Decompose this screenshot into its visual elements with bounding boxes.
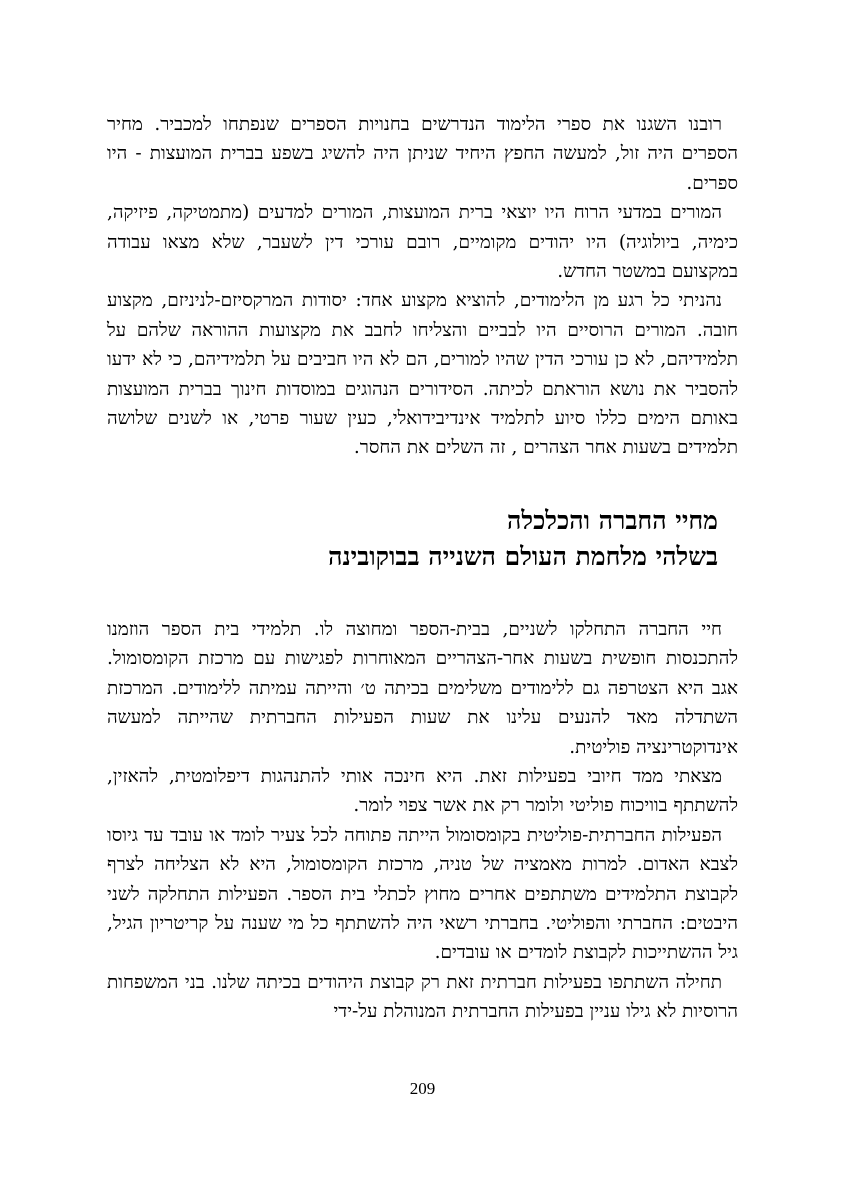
section-heading-line-1: מחיי החברה והכלכלה	[507, 505, 718, 535]
paragraph-komsomol-activity: הפעילות החברתית-פוליטית בקומסומול הייתה פתוחה לכל צעיר לומד או עובד עד גיוסו לצבא האדום. למרות מאמציה של טניה, מרכזת הקומסומול, היא לא הצליחה לצרף לקבוצת התלמידים משתתפים אחרים מחוץ לכתלי בית הספר. הפעילות התחלקה לשני היבטים: החברתי והפוליטי. בחברתי רשאי היה להשתתף כל מי שענה על קריטריון הגיל, גיל ההשתייכות לקבוצת לומדים או עובדים.	[107, 824, 738, 964]
paragraph-studies: נהניתי כל רגע מן הלימודים, להוציא מקצוע אחד: יסודות המרקסיזם-לניניזם, מקצוע חובה. המורים הרוסיים היו לבביים והצליחו לחבב את מקצועות ההוראה שלהם על תלמידיהם, לא כן עורכי הדין שהיו למורים, הם לא היו חביבים על תלמידיהם, כי לא ידעו להסביר את נושא הוראתם לכיתה. הסידורים הנהוגים במוסדות חינוך בברית המועצות באותם הימים כללו סיוע לתלמיד אינדיבידואלי, כעין שעור פרטי, או לשנים שלושה תלמידים בשעות אחר הצהרים , זה השלים את החסר.	[107, 290, 738, 459]
page-body	[107, 110, 738, 1027]
paragraph-textbooks: רובנו השגנו את ספרי הלימוד הנדרשים בחנויות הספרים שנפתחו למכביר. מחיר הספרים היה זול, למעשה החפץ היחיד שניתן היה להשיג בשפע בברית המועצות - היו ספרים.	[107, 114, 738, 194]
paragraph-social-life: חיי החברה התחלקו לשניים, בבית-הספר ומחוצה לו. תלמידי בית הספר הוזמנו להתכנסות חופשית בשעות אחר-הצהריים המאוחרות לפגישות עם מרכזת הקומסומול. אגב היא הצטרפה גם ללימודים משלימים בכיתה ט׳ והייתה עמיתה ללימודים. המרכזת השתדלה מאד להנעים עלינו את שעות הפעילות החברתית שהייתה למעשה אינדוקטרינציה פוליטית.	[107, 618, 738, 758]
paragraph-participation: תחילה השתתפו בפעילות חברתית זאת רק קבוצת היהודים בכיתה שלנו. בני המשפחות הרוסיות לא גילו עניין בפעילות החברתית המנוהלת על-ידי	[107, 971, 738, 1023]
paragraph-teachers: המורים במדעי הרוח היו יוצאי ברית המועצות, המורים למדעים (מתמטיקה, פיזיקה, כימיה, ביולוגיה) היו יהודים מקומיים, רובם עורכי דין לשעבר, שלא מצאו עבודה במקצועם במשטר החדש.	[107, 202, 738, 283]
section-heading-line-2: בשלהי מלחמת העולם השנייה בבוקובינה	[328, 541, 718, 571]
paragraph-positive-dimension: מצאתי ממד חיובי בפעילות זאת. היא חינכה אותי להתנהגות דיפלומטית, להאזין, להשתתף בוויכוח פוליטי ולומר רק את אשר צפוי לומר.	[107, 765, 738, 817]
section-heading	[107, 503, 738, 575]
page-number: 209	[409, 1079, 436, 1098]
